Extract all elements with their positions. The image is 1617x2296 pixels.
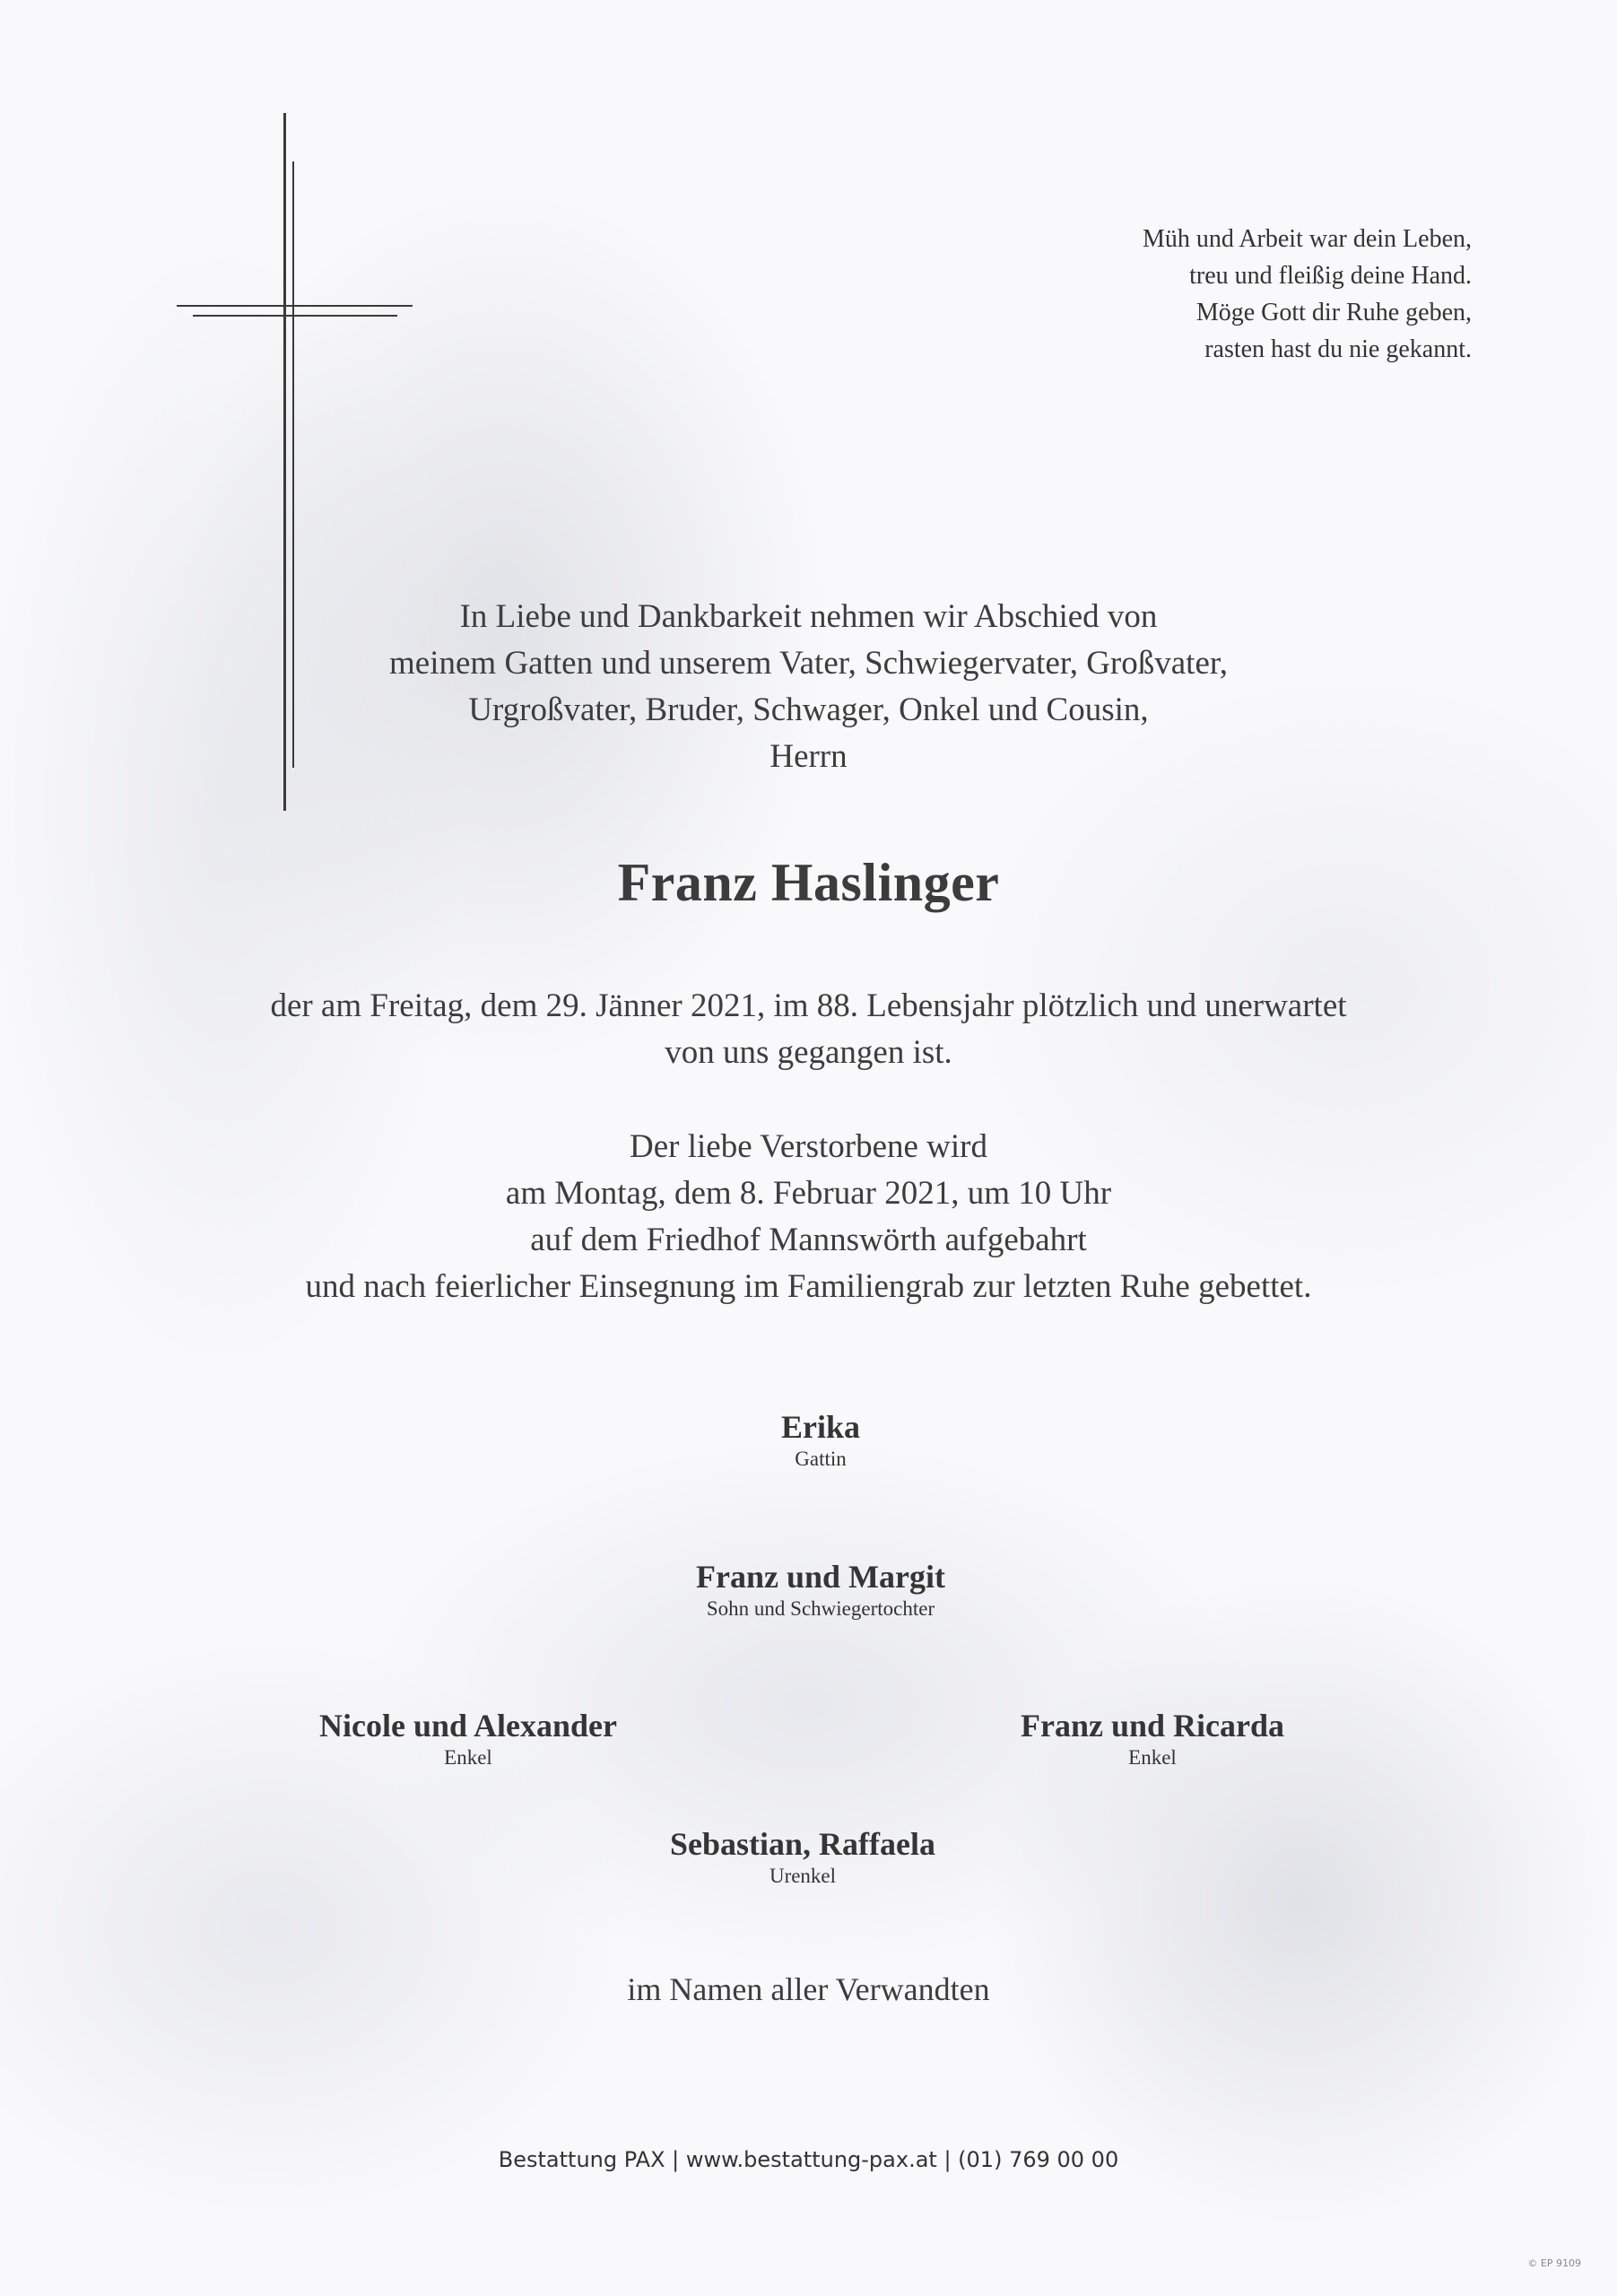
death-notice [0, 983, 1617, 1076]
intro-text [0, 594, 1617, 780]
death-notice-line: von uns gegangen ist. [665, 1034, 952, 1071]
funeral-line: und nach feierlicher Einsegnung im Familiengrab zur letzten Ruhe gebettet. [305, 1268, 1312, 1305]
verse-line: treu und fleißig deine Hand. [1189, 262, 1472, 290]
verse-line: Möge Gott dir Ruhe geben, [1195, 299, 1472, 326]
deceased-name: Franz Haslinger [617, 853, 1000, 912]
relative-entry [641, 1408, 1000, 1473]
funeral-line: Der liebe Verstorbene wird [630, 1128, 987, 1165]
relative-role: Enkel [444, 1746, 492, 1769]
intro-line: In Liebe und Dankbarkeit nehmen wir Abschied von [459, 598, 1158, 635]
relative-name: Erika [780, 1409, 860, 1445]
relative-name: Franz und Ricarda [1020, 1708, 1284, 1744]
relative-entry [578, 1825, 1027, 1890]
relative-role: Urenkel [769, 1865, 837, 1887]
relative-role: Sohn und Schwiegertochter [706, 1597, 935, 1620]
intro-line: Urgroßvater, Bruder, Schwager, Onkel und Cousin, [468, 691, 1149, 728]
funeral-home-footer: Bestattung PAX | www.bestattung-pax.at | (01) 769 00 00 [498, 2147, 1119, 2172]
form-code: © EP 9109 [1527, 2257, 1581, 2269]
relative-role: Gattin [795, 1448, 847, 1470]
verse-line: rasten hast du nie gekannt. [1204, 335, 1472, 363]
relative-role: Enkel [1128, 1746, 1177, 1769]
funeral-details [0, 1124, 1617, 1310]
closing-line: im Namen aller Verwandten [627, 1971, 990, 2007]
relative-name: Sebastian, Raffaela [670, 1826, 935, 1862]
funeral-line: am Montag, dem 8. Februar 2021, um 10 Uhr [505, 1175, 1112, 1212]
relative-name: Nicole und Alexander [318, 1708, 617, 1744]
relative-entry [928, 1707, 1377, 1771]
death-notice-line: der am Freitag, dem 29. Jänner 2021, im 88. Lebensjahr plötzlich und unerwartet [270, 987, 1347, 1024]
verse [1005, 221, 1472, 368]
intro-line: Herrn [769, 738, 848, 775]
relative-entry [244, 1707, 692, 1771]
funeral-line: auf dem Friedhof Mannswörth aufgebahrt [530, 1222, 1087, 1258]
relative-name: Franz und Margit [696, 1559, 945, 1595]
verse-line: Müh und Arbeit war dein Leben, [1142, 225, 1472, 253]
relative-entry [596, 1558, 1045, 1622]
intro-line: meinem Gatten und unserem Vater, Schwiegervater, Großvater, [389, 645, 1228, 682]
